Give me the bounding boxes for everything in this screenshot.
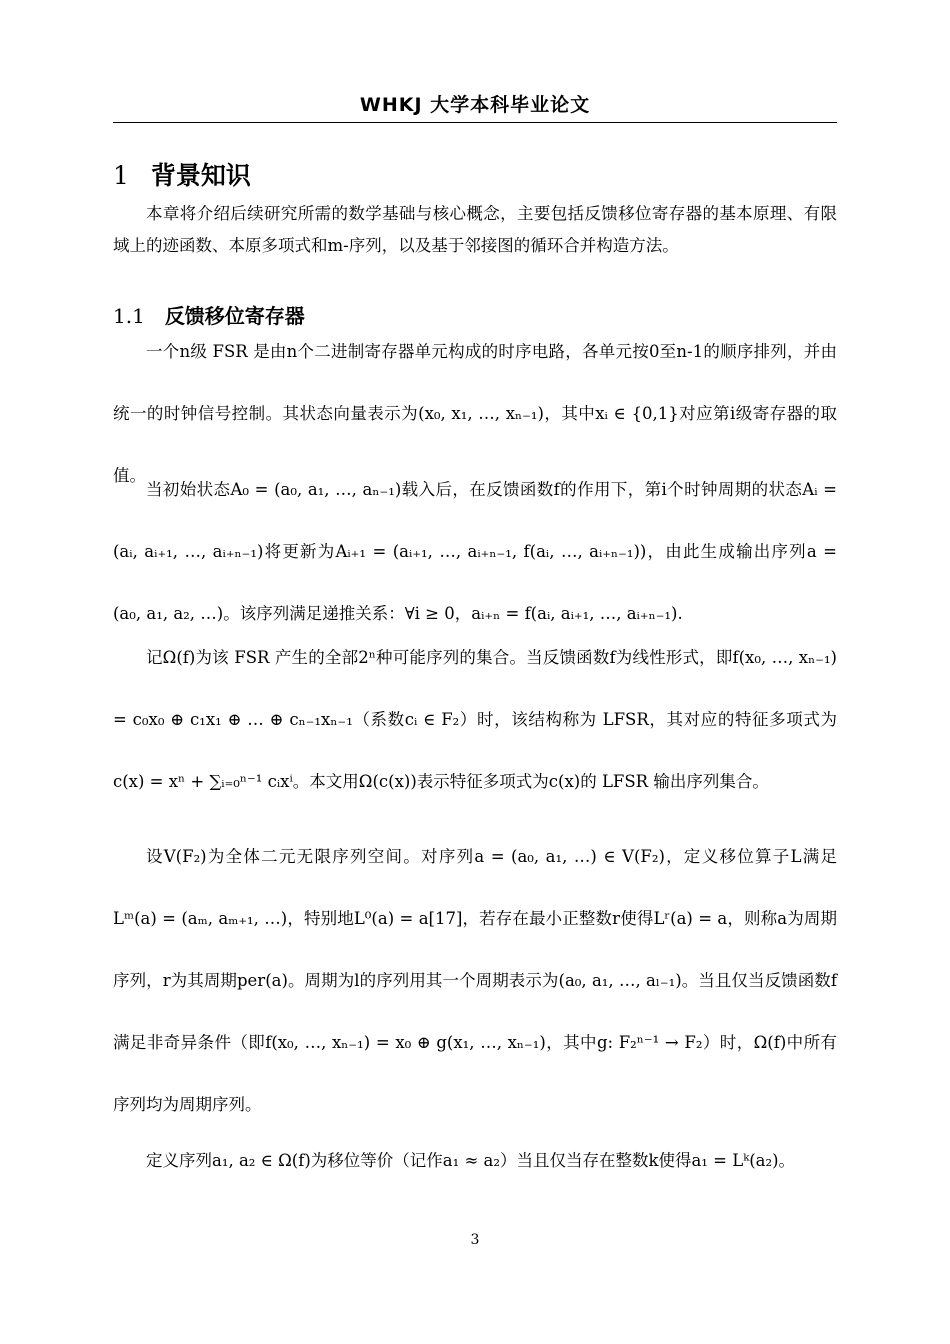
section-title: 反馈移位寄存器 (164, 304, 305, 328)
paragraph-lfsr: 记Ω(f)为该 FSR 产生的全部2ⁿ种可能序列的集合。当反馈函数f为线性形式，即f(x₀, …, xₙ₋₁) = c₀x₀ ⊕ c₁x₁ ⊕ … ⊕ cₙ₋₁xₙ₋₁（系数cᵢ ∈ F₂）时，该结构称为 LFSR，其对应的特征多项式为c(x) = xⁿ + ∑ᵢ₌₀ⁿ⁻¹ cᵢxⁱ。本文用Ω(c(x))表示特征多项式为c(x)的 LFSR 输出序列集合。 (113, 648, 837, 791)
paragraph-shift-equivalence: 定义序列a₁, a₂ ∈ Ω(f)为移位等价（记作a₁ ≈ a₂）当且仅当存在整数k使得a₁ = Lᵏ(a₂)。 (146, 1151, 796, 1170)
paragraph-shift-operator: 设V(F₂)为全体二元无限序列空间。对序列a = (a₀, a₁, …) ∈ V(F₂)，定义移位算子L满足Lᵐ(a) = (aₘ, aₘ₊₁, …)，特别地L⁰(a) = a[17]，若存在最小正整数r使得Lʳ(a) = a，则称a为周期序列，r为其周期per(a)。周期为l的序列用其一个周期表示为(a₀, a₁, …, aₗ₋₁)。当且仅当反馈函数f满足非奇异条件（即f(x₀, …, xₙ₋₁) = x₀ ⊕ g(x₁, …, xₙ₋₁)，其中g: F₂ⁿ⁻¹ → F₂）时，Ω(f)中所有序列均为周期序列。 (113, 847, 837, 1114)
page-number: 3 (470, 1232, 480, 1248)
chapter-heading (113, 156, 837, 192)
paragraph-fsr-definition: 一个n级 FSR 是由n个二进制寄存器单元构成的时序电路，各单元按0至n-1的顺序排列，并由统一的时钟信号控制。其状态向量表示为(x₀, x₁, …, xₙ₋₁)，其中xᵢ ∈ {0,1}对应第i级寄存器的取值。 (113, 342, 837, 485)
chapter-title: 背景知识 (150, 161, 251, 190)
section-number: 1.1 (113, 304, 145, 328)
running-header (113, 88, 837, 123)
running-header-title: WHKJ 大学本科毕业论文 (359, 94, 591, 116)
intro-paragraph: 本章将介绍后续研究所需的数学基础与核心概念，主要包括反馈移位寄存器的基本原理、有限域上的迹函数、本原多项式和m-序列，以及基于邻接图的循环合并构造方法。 (113, 204, 837, 255)
paragraph-state-update: 当初始状态A₀ = (a₀, a₁, …, aₙ₋₁)载入后，在反馈函数f的作用下，第i个时钟周期的状态Aᵢ = (aᵢ, aᵢ₊₁, …, aᵢ₊ₙ₋₁)将更新为Aᵢ₊₁ = (aᵢ₊₁, …, aᵢ₊ₙ₋₁, f(aᵢ, …, aᵢ₊ₙ₋₁))，由此生成输出序列a = (a₀, a₁, a₂, …)。该序列满足递推关系：∀i ≥ 0，aᵢ₊ₙ = f(aᵢ, aᵢ₊₁, …, aᵢ₊ₙ₋₁). (113, 480, 837, 623)
chapter-number: 1 (113, 161, 129, 190)
